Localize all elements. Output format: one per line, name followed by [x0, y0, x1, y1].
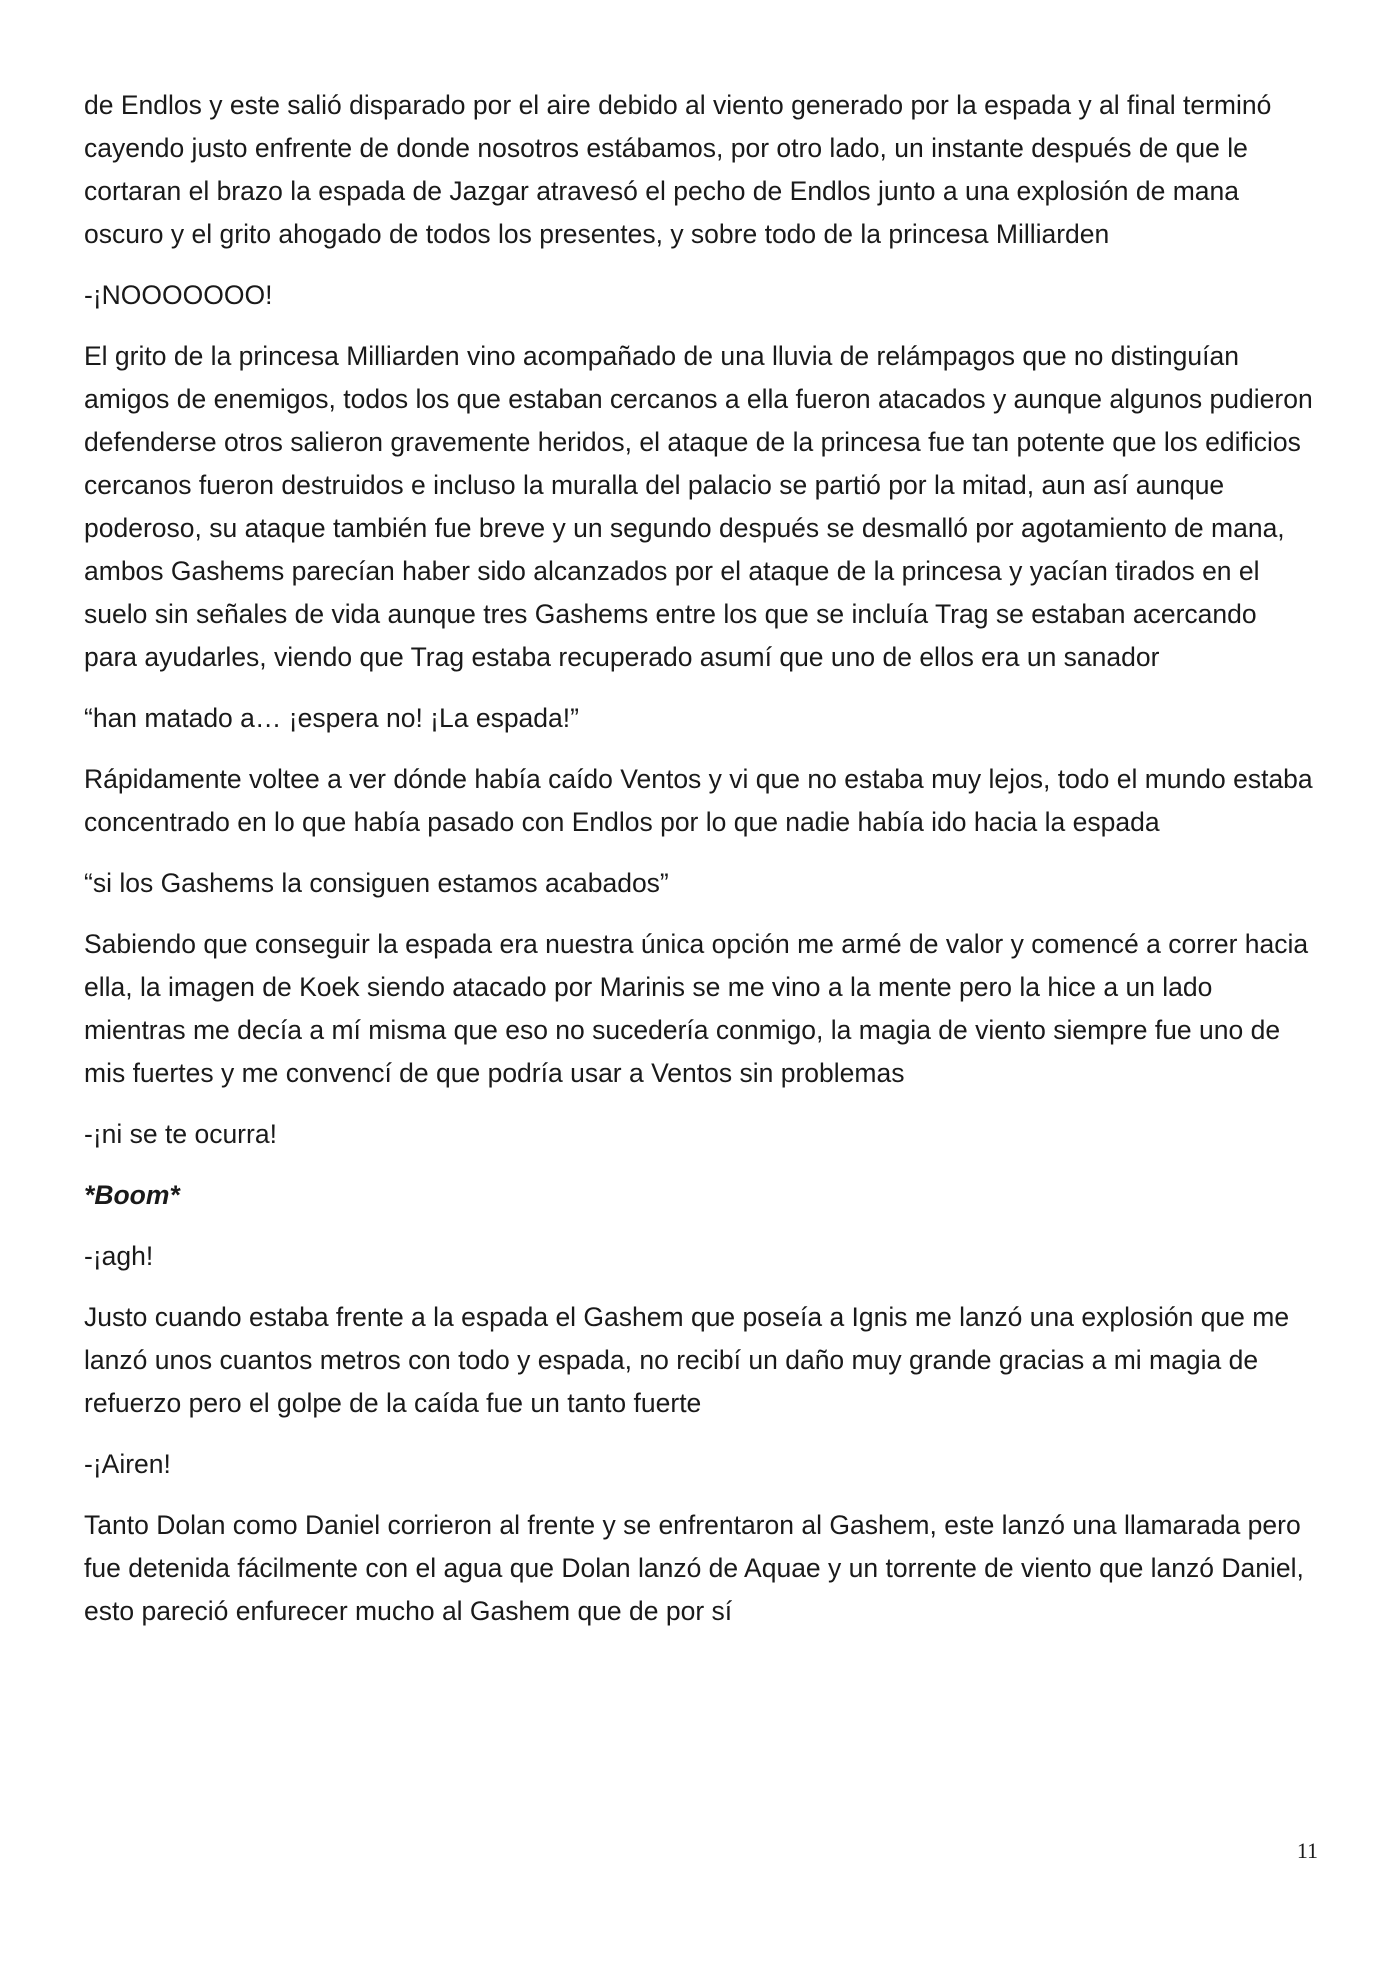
- paragraph: Sabiendo que conseguir la espada era nuestra única opción me armé de valor y comencé a correr hacia ella, la imagen de Koek siendo atacado por Marinis se me vino a la mente pero la hice a un lado mientras me decía a mí misma que eso no sucedería conmigo, la magia de viento siempre fue uno de mis fuertes y me convencí de que podría usar a Ventos sin problemas: [84, 929, 1309, 1088]
- paragraph: El grito de la princesa Milliarden vino acompañado de una lluvia de relámpagos que no distinguían amigos de enemigos, todos los que estaban cercanos a ella fueron atacados y aunque algunos pudieron defenderse otros salieron gravemente heridos, el ataque de la princesa fue tan potente que los edificios cercanos fueron destruidos e incluso la muralla del palacio se partió por la mitad, aun así aunque poderoso, su ataque también fue breve y un segundo después se desmalló por agotamiento de mana, ambos Gashems parecían haber sido alcanzados por el ataque de la princesa y yacían tirados en el suelo sin señales de vida aunque tres Gashems entre los que se incluía Trag se estaban acercando para ayudarles, viendo que Trag estaba recuperado asumí que uno de ellos era un sanador: [84, 341, 1313, 672]
- page-body: [84, 84, 1316, 1651]
- paragraph: -¡ni se te ocurra!: [84, 1119, 277, 1149]
- page-number: 11: [1296, 1838, 1318, 1863]
- sound-effect: *Boom*: [84, 1180, 180, 1210]
- paragraph: Justo cuando estaba frente a la espada el Gashem que poseía a Ignis me lanzó una explosión que me lanzó unos cuantos metros con todo y espada, no recibí un daño muy grande gracias a mi magia de refuerzo pero el golpe de la caída fue un tanto fuerte: [84, 1302, 1290, 1418]
- paragraph: Rápidamente voltee a ver dónde había caído Ventos y vi que no estaba muy lejos, todo el mundo estaba concentrado en lo que había pasado con Endlos por lo que nadie había ido hacia la espada: [84, 764, 1313, 837]
- paragraph: -¡Airen!: [84, 1449, 171, 1479]
- paragraph: de Endlos y este salió disparado por el aire debido al viento generado por la espada y al final terminó cayendo justo enfrente de donde nosotros estábamos, por otro lado, un instante después de que le cortaran el brazo la espada de Jazgar atravesó el pecho de Endlos junto a una explosión de mana oscuro y el grito ahogado de todos los presentes, y sobre todo de la princesa Milliarden: [84, 90, 1272, 249]
- paragraph: -¡agh!: [84, 1241, 154, 1271]
- paragraph: “han matado a… ¡espera no! ¡La espada!”: [84, 703, 579, 733]
- paragraph: “si los Gashems la consiguen estamos acabados”: [84, 868, 669, 898]
- paragraph: Tanto Dolan como Daniel corrieron al frente y se enfrentaron al Gashem, este lanzó una llamarada pero fue detenida fácilmente con el agua que Dolan lanzó de Aquae y un torrente de viento que lanzó Daniel, esto pareció enfurecer mucho al Gashem que de por sí: [84, 1510, 1304, 1626]
- paragraph: -¡NOOOOOOO!: [84, 280, 273, 310]
